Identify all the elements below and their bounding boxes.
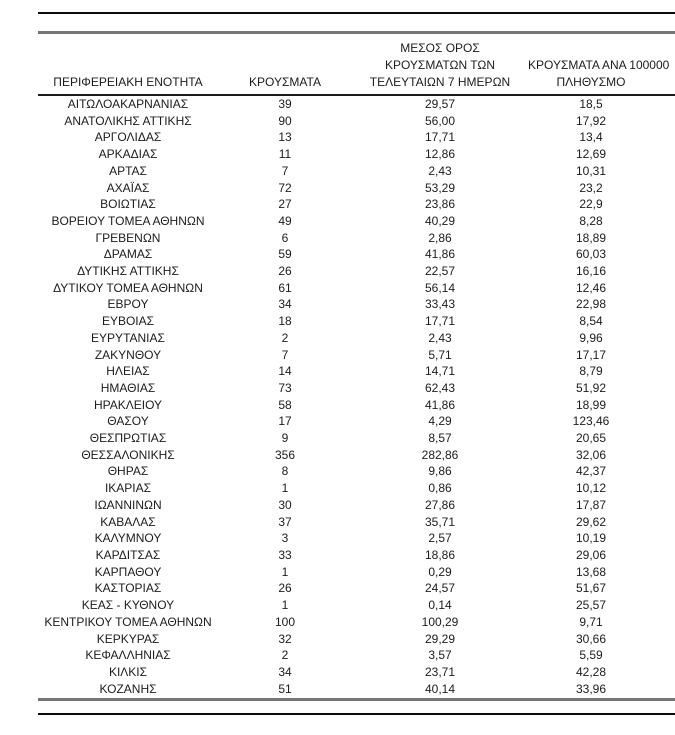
table-row [38, 497, 654, 514]
cell-region: ΗΡΑΚΛΕΙΟΥ [93, 397, 163, 412]
cell-cases: 33 [278, 547, 292, 562]
cell-avg7: 29,57 [424, 97, 456, 111]
header-line: ΚΡΟΥΣΜΑΤΑ ΑΝΑ 100000 [528, 58, 670, 72]
header-line: ΚΡΟΥΣΜΑΤΩΝ ΤΩΝ [384, 58, 496, 72]
cell-region: ΖΑΚΥΝΘΟΥ [94, 347, 162, 362]
cell-region: ΚΑΒΑΛΑΣ [100, 514, 156, 529]
cell-cases: 1 [281, 481, 289, 496]
cell-avg7: 4,29 [428, 414, 452, 429]
cell-cases: 34 [278, 297, 292, 312]
header-line: ΤΕΛΕΥΤΑΙΩΝ 7 ΗΜΕΡΩΝ [369, 75, 511, 89]
cell-region: ΚΕΝΤΡΙΚΟΥ ΤΟΜΕΑ ΑΘΗΝΩΝ [44, 614, 212, 629]
cell-region: ΚΑΡΠΑΘΟΥ [94, 564, 162, 579]
cell-per100k: 8,79 [579, 364, 603, 379]
table-row [38, 430, 654, 447]
cell-cases: 18 [278, 314, 292, 329]
cell-per100k: 17,92 [575, 113, 607, 128]
column-header-per100k [528, 36, 670, 96]
cell-avg7: 41,86 [424, 397, 456, 412]
cell-cases: 2 [281, 330, 289, 345]
cell-avg7: 5,71 [428, 347, 452, 362]
cell-region: ΗΛΕΙΑΣ [106, 364, 150, 379]
table-row [38, 296, 654, 313]
table-row [38, 514, 654, 531]
cell-avg7: 282,86 [421, 447, 459, 462]
cell-per100k: 12,46 [575, 280, 607, 295]
cases-table-body [38, 96, 654, 697]
cell-cases: 17 [278, 414, 292, 429]
header-row [38, 36, 654, 96]
cell-cases: 59 [278, 247, 292, 262]
cell-avg7: 14,71 [424, 364, 456, 379]
cell-per100k: 10,12 [575, 481, 607, 496]
top-thick-rule [38, 31, 675, 34]
cell-region: ΓΡΕΒΕΝΩΝ [95, 230, 161, 245]
table-row [38, 180, 654, 197]
cell-avg7: 23,71 [424, 664, 456, 679]
cell-region: ΕΥΒΟΙΑΣ [101, 314, 155, 329]
cell-cases: 27 [278, 197, 292, 212]
cell-cases: 51 [278, 681, 292, 696]
header-line: ΠΛΗΘΥΣΜΟ [556, 75, 626, 89]
table-row [38, 564, 654, 581]
cell-cases: 11 [278, 147, 292, 162]
cell-cases: 6 [281, 230, 289, 245]
cell-cases: 3 [281, 531, 289, 546]
cell-per100k: 25,57 [575, 598, 607, 613]
cell-cases: 1 [281, 564, 289, 579]
table-row [38, 530, 654, 547]
cell-per100k: 51,67 [575, 581, 607, 596]
table-row [38, 480, 654, 497]
cell-per100k: 23,2 [579, 180, 603, 195]
cell-region: ΑΡΓΟΛΙΔΑΣ [94, 130, 162, 145]
table-row [38, 447, 654, 464]
cell-per100k: 42,28 [575, 664, 607, 679]
cell-cases: 8 [281, 464, 289, 479]
cell-region: ΚΑΛΥΜΝΟΥ [94, 531, 162, 546]
cell-per100k: 17,87 [575, 497, 607, 512]
cell-avg7: 40,14 [424, 681, 456, 696]
cell-cases: 30 [278, 497, 292, 512]
cell-avg7: 40,29 [424, 213, 456, 228]
cell-cases: 356 [274, 447, 296, 462]
table-row [38, 614, 654, 631]
table-row [38, 647, 654, 664]
cell-avg7: 17,71 [424, 130, 456, 145]
cell-per100k: 33,96 [575, 681, 607, 696]
cell-per100k: 13,68 [575, 564, 607, 579]
header-line: ΜΕΣΟΣ ΟΡΟΣ [400, 41, 480, 55]
cell-region: ΔΡΑΜΑΣ [103, 247, 153, 262]
cell-region: ΚΟΖΑΝΗΣ [99, 681, 157, 696]
cell-per100k: 12,69 [575, 147, 607, 162]
table-row [38, 163, 654, 180]
cell-avg7: 0,29 [428, 564, 452, 579]
table-row [38, 246, 654, 263]
cell-cases: 73 [278, 380, 292, 395]
table-row [38, 631, 654, 648]
cell-region: ΚΕΡΚΥΡΑΣ [96, 631, 160, 646]
cell-region: ΙΩΑΝΝΙΝΩΝ [94, 497, 162, 512]
cell-cases: 39 [278, 97, 292, 111]
cell-region: ΘΕΣΠΡΩΤΙΑΣ [89, 431, 167, 446]
cell-cases: 61 [278, 280, 292, 295]
cell-per100k: 60,03 [575, 247, 607, 262]
table-row [38, 196, 654, 213]
bottom-thick-rule [38, 698, 675, 701]
cell-avg7: 2,43 [428, 330, 452, 345]
cell-region: ΔΥΤΙΚΟΥ ΤΟΜΕΑ ΑΘΗΝΩΝ [53, 280, 203, 295]
cell-avg7: 53,29 [424, 180, 456, 195]
cases-table-header [38, 36, 670, 96]
cell-cases: 58 [278, 397, 292, 412]
cell-region: ΚΑΣΤΟΡΙΑΣ [94, 581, 162, 596]
cell-avg7: 12,86 [424, 147, 456, 162]
table-row [38, 230, 654, 247]
cell-region: ΚΕΦΑΛΛΗΝΙΑΣ [85, 648, 171, 663]
cell-avg7: 33,43 [424, 297, 456, 312]
table-row [38, 380, 654, 397]
cell-per100k: 9,96 [579, 330, 603, 345]
table-row [38, 313, 654, 330]
table-row [38, 129, 654, 146]
cell-per100k: 8,54 [579, 314, 603, 329]
cell-avg7: 22,57 [424, 264, 456, 279]
cell-avg7: 0,14 [428, 598, 452, 613]
table-row [38, 413, 654, 430]
cell-avg7: 27,86 [424, 497, 456, 512]
cell-cases: 26 [278, 581, 292, 596]
cell-per100k: 10,31 [575, 163, 607, 178]
cell-cases: 34 [278, 664, 292, 679]
header-line: ΠΕΡΙΦΕΡΕΙΑΚΗ ΕΝΟΤΗΤΑ [53, 75, 203, 89]
cell-avg7: 0,86 [428, 481, 452, 496]
cell-per100k: 51,92 [575, 380, 607, 395]
cell-per100k: 13,4 [579, 130, 603, 145]
cell-region: ΚΑΡΔΙΤΣΑΣ [95, 547, 161, 562]
cell-per100k: 123,46 [572, 414, 610, 429]
cell-cases: 49 [278, 213, 292, 228]
cell-cases: 37 [278, 514, 292, 529]
cell-avg7: 9,86 [428, 464, 452, 479]
cell-avg7: 35,71 [424, 514, 456, 529]
cell-per100k: 16,16 [575, 264, 607, 279]
top-thin-rule [38, 12, 675, 14]
table-row [38, 263, 654, 280]
cell-cases: 32 [278, 631, 292, 646]
cell-avg7: 2,57 [428, 531, 452, 546]
cell-avg7: 62,43 [424, 380, 456, 395]
cell-region: ΒΟΡΕΙΟΥ ΤΟΜΕΑ ΑΘΗΝΩΝ [51, 213, 205, 228]
cell-avg7: 23,86 [424, 197, 456, 212]
cell-cases: 26 [278, 264, 292, 279]
column-header-cases [218, 36, 352, 96]
cell-avg7: 100,29 [421, 614, 459, 629]
cell-region: ΚΙΛΚΙΣ [108, 664, 148, 679]
cell-region: ΚΕΑΣ - ΚΥΘΝΟΥ [81, 598, 175, 613]
cell-avg7: 56,00 [424, 113, 456, 128]
cell-per100k: 17,17 [575, 347, 607, 362]
cell-region: ΑΧΑΪΑΣ [106, 180, 150, 195]
cell-region: ΕΒΡΟΥ [107, 297, 149, 312]
cell-region: ΑΡΤΑΣ [109, 163, 147, 178]
table-row [38, 363, 654, 380]
cell-region: ΗΜΑΘΙΑΣ [100, 380, 156, 395]
cell-avg7: 8,57 [428, 431, 452, 446]
cell-avg7: 24,57 [424, 581, 456, 596]
bottom-thin-rule [38, 713, 675, 715]
table-row [38, 681, 654, 698]
cell-avg7: 41,86 [424, 247, 456, 262]
cell-region: ΑΡΚΑΔΙΑΣ [98, 147, 158, 162]
cell-per100k: 32,06 [575, 447, 607, 462]
cell-region: ΙΚΑΡΙΑΣ [104, 481, 152, 496]
cell-cases: 2 [281, 648, 289, 663]
cell-region: ΘΕΣΣΑΛΟΝΙΚΗΣ [81, 447, 175, 462]
cell-per100k: 10,19 [575, 531, 607, 546]
cell-region: ΑΙΤΩΛΟΑΚΑΡΝΑΝΙΑΣ [67, 97, 189, 111]
cell-avg7: 17,71 [424, 314, 456, 329]
cell-per100k: 9,71 [579, 614, 603, 629]
table-row [38, 664, 654, 681]
cell-per100k: 8,28 [579, 213, 603, 228]
cell-per100k: 18,99 [575, 397, 607, 412]
cell-region: ΕΥΡΥΤΑΝΙΑΣ [91, 330, 165, 345]
table-row [38, 397, 654, 414]
table-row [38, 213, 654, 230]
cell-per100k: 5,59 [579, 648, 603, 663]
cell-cases: 72 [278, 180, 292, 195]
cell-cases: 9 [281, 431, 289, 446]
cell-avg7: 18,86 [424, 547, 456, 562]
cell-cases: 13 [278, 130, 292, 145]
column-header-avg7 [352, 36, 528, 96]
cell-avg7: 29,29 [424, 631, 456, 646]
cell-per100k: 18,5 [579, 97, 603, 111]
cell-per100k: 20,65 [575, 431, 607, 446]
cell-region: ΔΥΤΙΚΗΣ ΑΤΤΙΚΗΣ [77, 264, 179, 279]
cell-per100k: 30,66 [575, 631, 607, 646]
header-line: ΚΡΟΥΣΜΑΤΑ [249, 75, 321, 89]
table-row [38, 347, 654, 364]
table-row [38, 580, 654, 597]
cell-avg7: 56,14 [424, 280, 456, 295]
table-row [38, 597, 654, 614]
cases-table [38, 36, 670, 697]
table-row [38, 463, 654, 480]
cell-per100k: 18,89 [575, 230, 607, 245]
cell-region: ΘΑΣΟΥ [107, 414, 149, 429]
cell-per100k: 22,98 [575, 297, 607, 312]
cell-cases: 14 [278, 364, 292, 379]
cell-avg7: 2,43 [428, 163, 452, 178]
table-row [38, 280, 654, 297]
cell-per100k: 29,62 [575, 514, 607, 529]
cell-cases: 90 [278, 113, 292, 128]
cell-per100k: 29,06 [575, 547, 607, 562]
column-header-region [38, 36, 218, 96]
cell-region: ΒΟΙΩΤΙΑΣ [100, 197, 156, 212]
cell-per100k: 42,37 [575, 464, 607, 479]
table-row [38, 113, 654, 130]
cell-cases: 1 [281, 598, 289, 613]
table-row [38, 330, 654, 347]
cell-avg7: 2,86 [428, 230, 452, 245]
table-row [38, 146, 654, 163]
table-row [38, 96, 654, 113]
cell-region: ΑΝΑΤΟΛΙΚΗΣ ΑΤΤΙΚΗΣ [64, 113, 192, 128]
cell-region: ΘΗΡΑΣ [107, 464, 149, 479]
table-row [38, 547, 654, 564]
cell-cases: 7 [281, 163, 289, 178]
cell-avg7: 3,57 [428, 648, 452, 663]
cell-cases: 7 [281, 347, 289, 362]
cell-cases: 100 [274, 614, 296, 629]
cell-per100k: 22,9 [579, 197, 603, 212]
